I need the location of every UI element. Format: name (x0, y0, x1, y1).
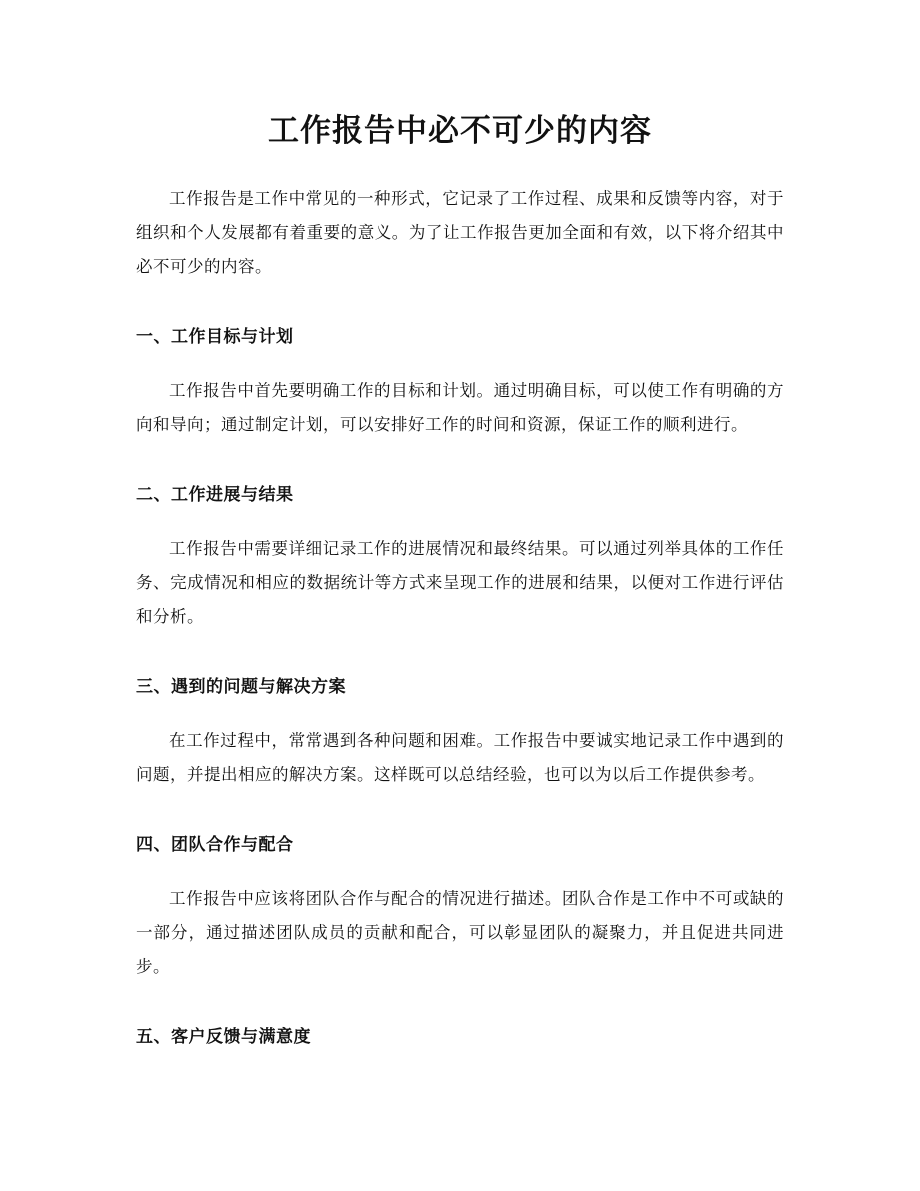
section-body: 工作报告中首先要明确工作的目标和计划。通过明确目标，可以使工作有明确的方向和导向；通过制定计划，可以安排好工作的时间和资源，保证工作的顺利进行。 (136, 381, 784, 434)
section-heading: 一、工作目标与计划 (136, 327, 294, 347)
section-customer-feedback (136, 1020, 784, 1054)
section-body: 工作报告中应该将团队合作与配合的情况进行描述。团队合作是工作中不可或缺的一部分，通过描述团队成员的贡献和配合，可以彰显团队的凝聚力，并且促进共同进步。 (136, 889, 784, 976)
section-problems-solutions (136, 670, 784, 792)
section-heading: 五、客户反馈与满意度 (136, 1027, 311, 1047)
section-progress-results (136, 478, 784, 634)
section-heading: 四、团队合作与配合 (136, 835, 294, 855)
section-body: 工作报告中需要详细记录工作的进展情况和最终结果。可以通过列举具体的工作任务、完成情况和相应的数据统计等方式来呈现工作的进展和结果，以便对工作进行评估和分析。 (136, 539, 784, 626)
section-heading: 三、遇到的问题与解决方案 (136, 677, 346, 697)
page-title: 工作报告中必不可少的内容 (268, 113, 652, 149)
section-goals-plan (136, 320, 784, 442)
section-heading: 二、工作进展与结果 (136, 485, 294, 505)
section-teamwork (136, 828, 784, 984)
intro-paragraph: 工作报告是工作中常见的一种形式，它记录了工作过程、成果和反馈等内容，对于组织和个人发展都有着重要的意义。为了让工作报告更加全面和有效，以下将介绍其中必不可少的内容。 (136, 189, 784, 276)
section-body: 在工作过程中，常常遇到各种问题和困难。工作报告中要诚实地记录工作中遇到的问题，并提出相应的解决方案。这样既可以总结经验，也可以为以后工作提供参考。 (136, 731, 784, 784)
